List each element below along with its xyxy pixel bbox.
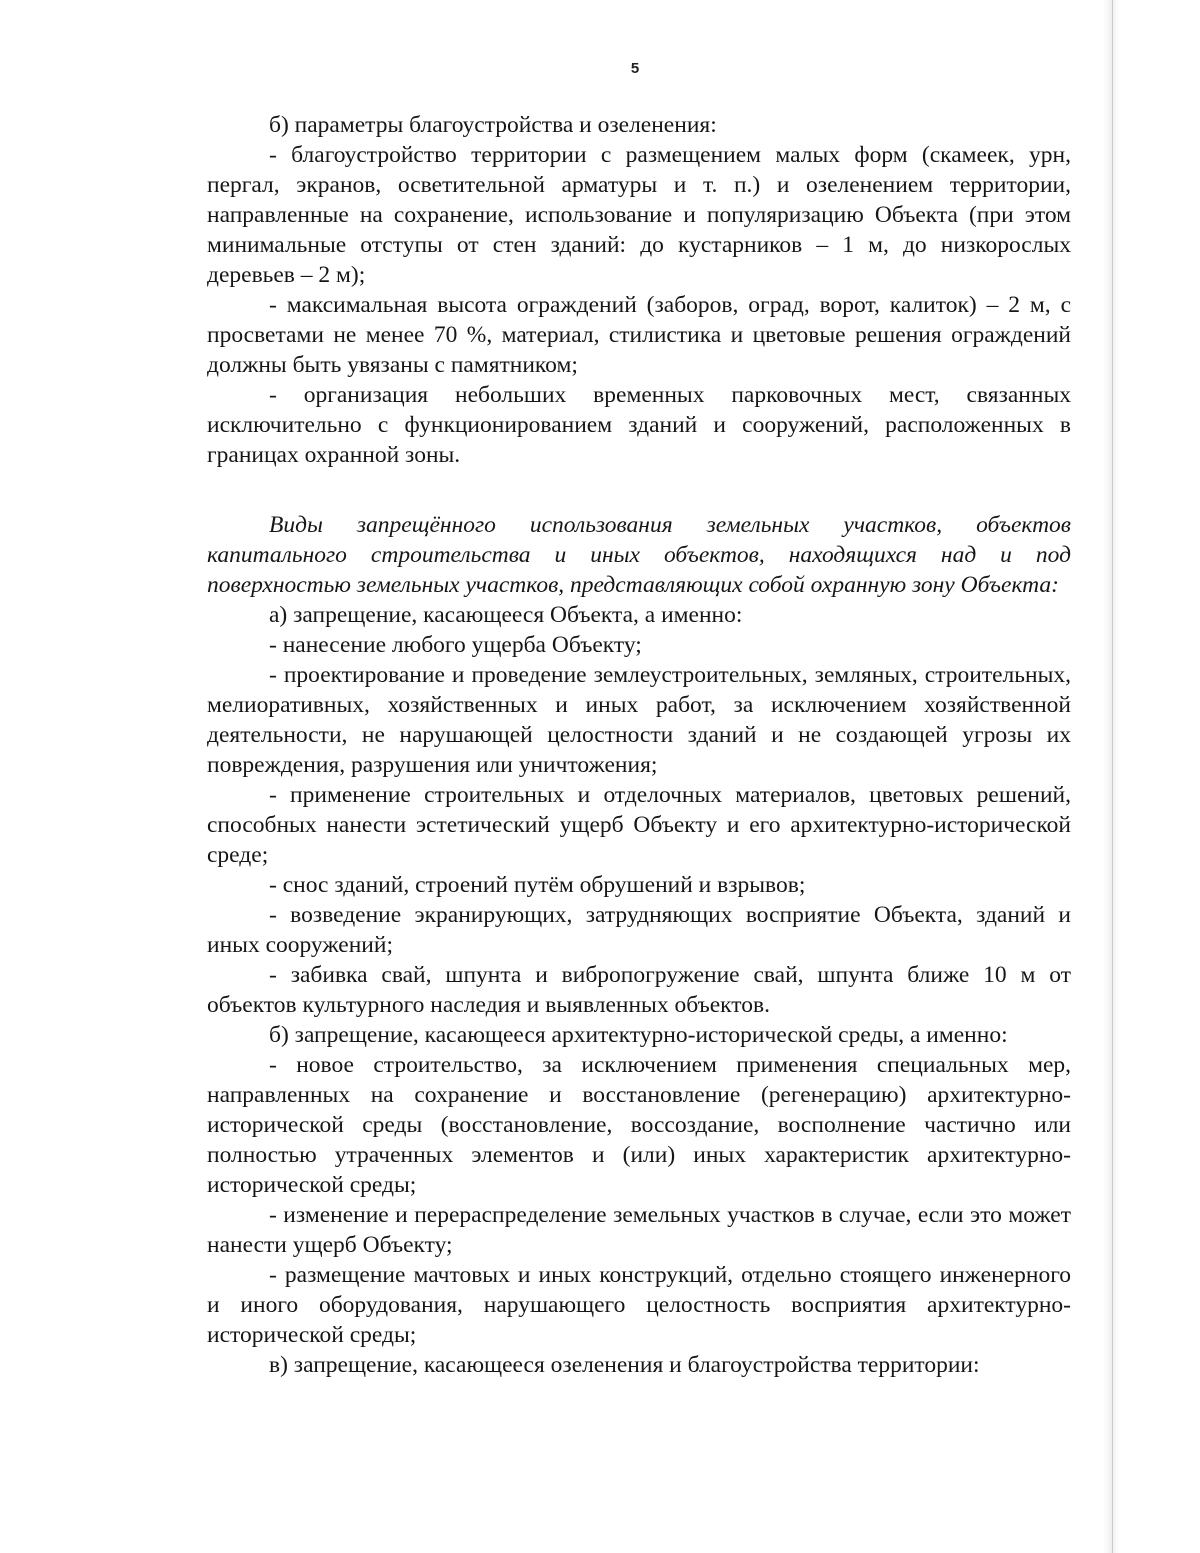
paragraph-parking: - организация небольших временных парковочных мест, связанных исключительно с функционированием зданий и сооружений, расположенных в границах охранной зоны. (207, 382, 1071, 468)
document-body (207, 110, 1071, 1380)
paragraph-fence-height: - максимальная высота ограждений (заборов, оград, ворот, калиток) – 2 м, с просветами не менее 70 %, материал, стилистика и цветовые решения ограждений должны быть увязаны с памятником; (207, 292, 1071, 378)
section-gap (207, 470, 1071, 510)
paragraph-land-redistribution: - изменение и перераспределение земельных участков в случае, если это может нанести ущерб Объекту; (207, 1202, 1071, 1258)
scan-edge-line (1112, 0, 1113, 1553)
paragraph-pile-driving: - забивка свай, шпунта и вибропогружение свай, шпунта ближе 10 м от объектов культурного наследия и выявленных объектов. (207, 962, 1071, 1018)
paragraph-demolition: - снос зданий, строений путём обрушений и взрывов; (269, 872, 806, 898)
paragraph-screening-buildings: - возведение экранирующих, затрудняющих восприятие Объекта, зданий и иных сооружений; (207, 902, 1071, 958)
paragraph-prohibition-landscaping: в) запрещение, касающееся озеленения и благоустройства территории: (269, 1352, 980, 1378)
paragraph-landscaping-small-forms: - благоустройство территории с размещением малых форм (скамеек, урн, пергал, экранов, осветительной арматуры и т. п.) и озеленением территории, направленные на сохранение, использование и популяризацию Объекта (при этом минимальные отступы от стен зданий: до кустарников – 1 м, до низкорослых деревьев – 2 м); (207, 142, 1071, 288)
paragraph-landscaping-params: б) параметры благоустройства и озеленения: (269, 112, 717, 138)
paragraph-new-construction: - новое строительство, за исключением применения специальных мер, направленных на сохранение и восстановление (регенерацию) архитектурно-исторической среды (восстановление, воссоздание, восполнение частично или полностью утраченных элементов и (или) иных характеристик архитектурно-исторической среды; (207, 1052, 1071, 1198)
paragraph-prohibition-object: а) запрещение, касающееся Объекта, а именно: (269, 602, 743, 628)
paragraph-mast-structures: - размещение мачтовых и иных конструкций, отдельно стоящего инженерного и иного оборудования, нарушающего целостность восприятия архитектурно-исторической среды; (207, 1262, 1071, 1348)
paragraph-design-works: - проектирование и проведение землеустроительных, земляных, строительных, мелиоративных, хозяйственных и иных работ, за исключением хозяйственной деятельности, не нарушающей целостности зданий и не создающей угрозы их повреждения, разрушения или уничтожения; (207, 662, 1071, 778)
page-number: 5 (630, 60, 640, 77)
section-heading-prohibited-use: Виды запрещённого использования земельных участков, объектов капитального строительства и иных объектов, находящихся над и под поверхностью земельных участков, представляющих собой охранную зону Объекта: (207, 512, 1071, 598)
paragraph-any-damage: - нанесение любого ущерба Объекту; (269, 632, 642, 658)
paragraph-materials: - применение строительных и отделочных материалов, цветовых решений, способных нанести эстетический ущерб Объекту и его архитектурно-исторической среде; (207, 782, 1071, 868)
paragraph-prohibition-environment: б) запрещение, касающееся архитектурно-исторической среды, а именно: (269, 1022, 1008, 1048)
